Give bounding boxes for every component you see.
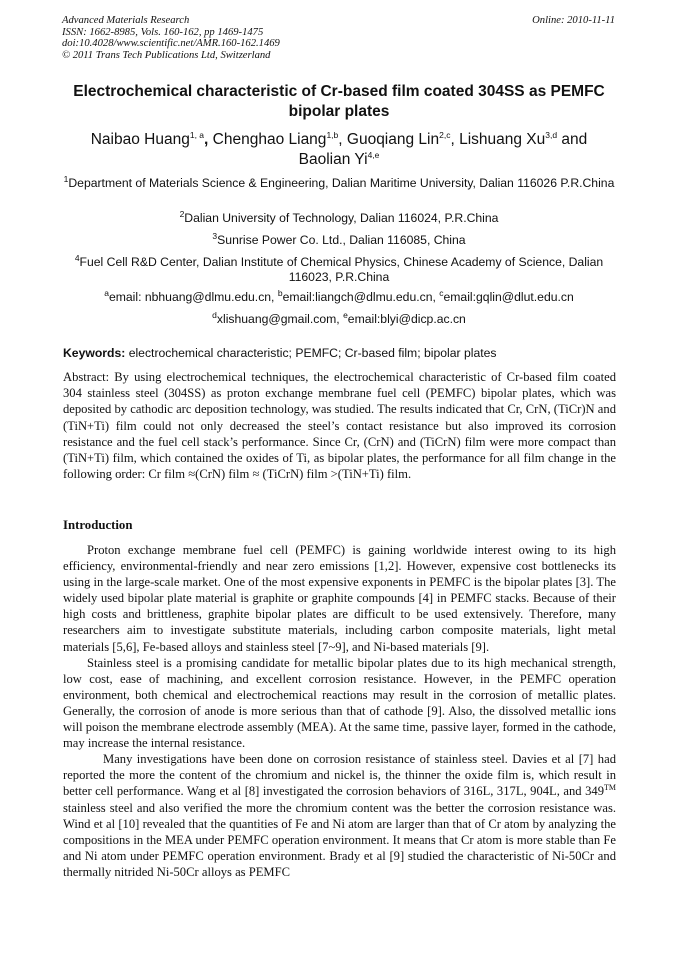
email-mark: c [439,287,444,298]
author-name: Lishuang Xu [459,131,546,148]
author-separator: , [204,131,213,148]
affiliation-mark: 1 [63,173,69,184]
paper-title: Electrochemical characteristic of Cr-based film coated 304SS as PEMFC bipolar plates [73,83,605,120]
author-affiliation-mark: 4,e [367,149,380,160]
author-affiliation-mark: 1,b [326,129,339,140]
keywords-text: electrochemical characteristic; PEMFC; Cr-based film; bipolar plates [125,346,497,360]
author-affiliation-mark: 1, a [189,129,205,140]
author-separator: , [338,131,347,148]
affiliation-mark: 2 [179,208,185,219]
author-name: Baolian Yi [298,151,368,168]
affiliation-mark: 3 [212,230,218,241]
affiliation-text: Sunrise Power Co. Ltd., Dalian 116085, China [217,233,466,247]
paragraph [63,751,616,880]
keywords [63,346,616,361]
email-mark: b [277,287,283,298]
affiliation-text: Department of Materials Science & Engineering, Dalian Maritime University, Dalian 116026 P.R.China [68,176,615,190]
email-line-1 [55,287,623,305]
affiliation-3 [55,230,623,248]
paragraph: Stainless steel is a promising candidate for metallic bipolar plates due to its high mechanical strength, low cost, ease of machining, and excellent corrosion resistance. However, in the PEMFC operation environment, both chemical and electrochemical reactions may result in the corrosion of metallic plates. Generally, the corrosion of anode is more serious than that of cathode [9]. Also, the dissolved metallic ions will poison the membrane electrode assembly (MEA). At the same time, passive layer, formed in the cathode, may increase the internal resistance. [63,655,616,751]
journal-header [62,15,615,61]
affiliation-text: Fuel Cell R&D Center, Dalian Institute of Chemical Physics, Chinese Academy of Science, Dalian 116023, P.R.China [79,255,604,284]
author-affiliation-mark: 3,d [545,129,558,140]
author-affiliation-mark: 2,c [439,129,451,140]
email-address[interactable]: email:gqlin@dlut.edu.cn [443,290,574,304]
copyright-line: © 2011 Trans Tech Publications Ltd, Switzerland [62,49,271,61]
affiliation-2 [55,208,623,226]
affiliation-mark: 4 [74,252,80,263]
author-name: Naibao Huang [90,131,190,148]
email-mark: e [343,309,348,320]
issn-line: ISSN: 1662-8985, Vols. 160-162, pp 1469-1475 [62,26,264,38]
email-address[interactable]: email:blyi@dicp.ac.cn [347,312,466,326]
author-separator: and [557,131,588,148]
online-date: Online: 2010-11-11 [532,15,615,26]
email-address[interactable]: xlishuang@gmail.com, [216,312,344,326]
author-separator: , [450,131,460,148]
paragraph-text: stainless steel and also verified the more the chromium content was the better the corrosion resistance was. Wind et al [10] revealed that the quantities of Fe and Ni atom are larger than that of Cr atom by analyzing the compositions in the MEA under PEMFC operation environment. It means that Cr atom is more stable than Fe and Ni atom under PEMFC operation environment. Brady et al [9] studied the characteristic of Ni-50Cr and thermally nitrided Ni-50Cr alloys as PEMFC [63,800,616,879]
keywords-label: Keywords: [63,346,126,360]
paragraph: Proton exchange membrane fuel cell (PEMFC) is gaining worldwide interest owing to its high efficiency, environmental-friendly and near zero emissions [1,2]. However, expensive cost bottlenecks its using in the large-scale market. One of the most expensive exponents in PEMFC is the bipolar plates [3]. The widely used bipolar plate material is graphite or graphite compounds [4] in PEMFC stacks. Because of their high costs and brittleness, graphite bipolar plates are difficult to be used extensively. Therefore, many researchers aim to investigate substitute materials, including carbon composite materials, light metal materials [5,6], Fe-based alloys and stainless steel [7~9], and Ni-based materials [9]. [63,543,616,654]
author-list [55,130,623,170]
affiliation-4 [55,252,623,285]
author-name: Guoqiang Lin [346,131,440,148]
email-address[interactable]: email:liangch@dlmu.edu.cn, [282,290,440,304]
trademark-mark: TM [604,783,616,793]
affiliation-1 [55,173,623,191]
doi-line: doi:10.4028/www.scientific.net/AMR.160-162.1469 [62,38,280,50]
abstract: Abstract: By using electrochemical techniques, the electrochemical characteristic of Cr-based film coated 304 stainless steel (304SS) as proton exchange membrane fuel cell (PEMFC) bipolar plates, which was deposited by cathodic arc deposition technology, was studied. The results indicated that Cr, CrN, (TiCr)N and (TiN+Ti) film could not only decreased the steel’s contact resistance but also improved its corrosion resistance and the fuel cell stack’s performance. Since Cr, (CrN) and (TiCrN) film were more compact than (TiN+Ti) film, which contained the oxides of Ti, as bipolar plates, the performance for all film change in the following order: Cr film ≈(CrN) film ≈ (TiCrN) film >(TiN+Ti) film. [63,370,616,482]
author-name: Chenghao Liang [212,131,327,148]
affiliation-text: Dalian University of Technology, Dalian 116024, P.R.China [184,211,499,225]
email-mark: a [104,287,109,298]
introduction-heading: Introduction [63,518,133,532]
introduction-body [63,542,616,880]
email-mark: d [212,309,217,320]
email-address[interactable]: email: nbhuang@dlmu.edu.cn, [108,290,278,304]
email-line-2 [55,309,623,327]
paragraph-text: Many investigations have been done on corrosion resistance of stainless steel. Davies et al [7] had reported the more the content of the chromium and nickel is, the thinner the oxide film is, which result in better cell performance. Wang et al [8] investigated the corrosion behaviors of 316L, 317L, 904L, and 349 [63,752,616,799]
journal-name: Advanced Materials Research [62,15,190,26]
